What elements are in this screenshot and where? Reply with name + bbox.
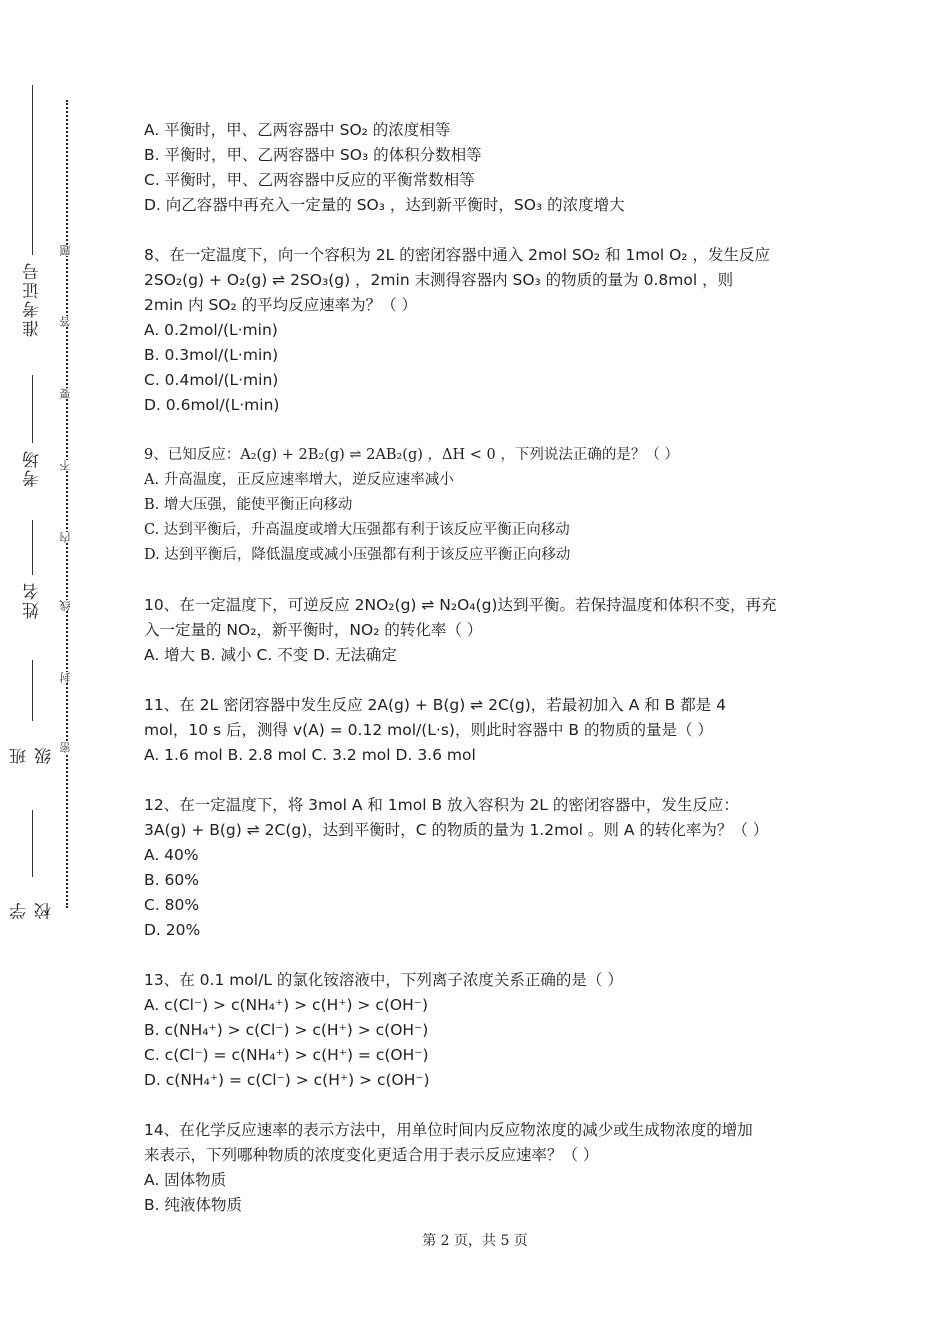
seal-char: 线 [59, 600, 75, 611]
seal-char: 密 [59, 742, 75, 753]
field-class-label: 班级 [10, 745, 55, 764]
field-exam-room-label: 考场 [22, 449, 43, 487]
block-gap [144, 1093, 824, 1118]
field-name [18, 520, 46, 630]
question-stem-line: 8、在一定温度下，向一个容积为 2L 的密闭容器中通入 2mol SO₂ 和 1mol O₂ ，发生反应 [144, 246, 770, 264]
question-line: 入一定量的 NO₂，新平衡时，NO₂ 的转化率（ ） [144, 621, 483, 639]
question-line: 来表示，下列哪种物质的浓度变化更适合用于表示反应速率？（ ） [144, 1146, 599, 1164]
seal-char: 要 [59, 388, 75, 399]
question-line: D. 20% [144, 921, 201, 939]
question-line: D. c(NH₄⁺) = c(Cl⁻) > c(H⁺) > c(OH⁻) [144, 1071, 430, 1089]
question-line: D. 向乙容器中再充入一定量的 SO₃ ，达到新平衡时，SO₃ 的浓度增大 [144, 196, 625, 214]
question-9 [144, 443, 824, 568]
question-line: D. 0.6mol/(L·min) [144, 396, 280, 414]
question-line: C. c(Cl⁻) = c(NH₄⁺) > c(H⁺) = c(OH⁻) [144, 1046, 429, 1064]
field-ticket-number [18, 85, 46, 350]
question-11 [144, 693, 824, 768]
seal-char: 题 [59, 245, 75, 256]
question-line: mol，10 s 后，测得 v(A) = 0.12 mol/(L·s)，则此时容器中 B 的物质的量是（ ） [144, 721, 713, 739]
question-line: B. c(NH₄⁺) > c(Cl⁻) > c(H⁺) > c(OH⁻) [144, 1021, 429, 1039]
question-line: C. 0.4mol/(L·min) [144, 371, 279, 389]
field-school-line [32, 810, 33, 877]
field-school-label: 学校 [10, 900, 55, 919]
block-gap [144, 943, 824, 968]
question-stem-line: 12、在一定温度下，将 3mol A 和 1mol B 放入容积为 2L 的密闭容器中，发生反应： [144, 796, 739, 814]
block-gap [144, 768, 824, 793]
question-line: A. c(Cl⁻) > c(NH₄⁺) > c(H⁺) > c(OH⁻) [144, 996, 429, 1014]
question-7-options [144, 118, 824, 218]
field-name-label: 姓名 [22, 581, 43, 619]
question-line: A. 增大 B. 减小 C. 不变 D. 无法确定 [144, 646, 397, 664]
question-8 [144, 243, 824, 418]
question-line: A. 1.6 mol B. 2.8 mol C. 3.2 mol D. 3.6 mol [144, 746, 476, 764]
question-content [144, 118, 824, 1218]
question-line: 2SO₂(g) + O₂(g) ⇌ 2SO₃(g) ，2min 末测得容器内 SO₃ 的物质的量为 0.8mol ，则 [144, 271, 734, 289]
question-line: A. 固体物质 [144, 1171, 227, 1189]
question-line: C. 80% [144, 896, 200, 914]
question-line: A. 平衡时，甲、乙两容器中 SO₂ 的浓度相等 [144, 121, 451, 139]
question-line: B. 增大压强，能使平衡正向移动 [144, 497, 353, 513]
field-class [10, 660, 55, 770]
question-stem-line: 10、在一定温度下，可逆反应 2NO₂(g) ⇌ N₂O₄(g)达到平衡。若保持温度和体积不变，再充 [144, 596, 777, 614]
field-exam-room [18, 375, 46, 495]
seal-dotted-line [66, 100, 68, 908]
field-exam-room-line [32, 375, 33, 443]
question-stem-line: 13、在 0.1 mol/L 的氯化铵溶液中，下列离子浓度关系正确的是（ ） [144, 971, 623, 989]
question-12 [144, 793, 824, 943]
question-line: A. 40% [144, 846, 199, 864]
field-class-line [32, 660, 33, 721]
field-ticket-number-label: 准考证号 [22, 261, 43, 337]
block-gap [144, 218, 824, 243]
question-line: B. 0.3mol/(L·min) [144, 346, 279, 364]
question-line: B. 纯液体物质 [144, 1196, 242, 1214]
seal-char: 内 [59, 532, 75, 543]
seal-char: 不 [59, 460, 75, 471]
field-ticket-number-line [32, 85, 33, 255]
question-line: B. 60% [144, 871, 199, 889]
question-14 [144, 1118, 824, 1218]
binding-margin [0, 0, 110, 1344]
question-stem-line: 11、在 2L 密闭容器中发生反应 2A(g) + B(g) ⇌ 2C(g)，若最初加入 A 和 B 都是 4 [144, 696, 727, 714]
field-name-line [32, 520, 33, 575]
seal-char: 答 [59, 316, 75, 327]
question-line: B. 平衡时，甲、乙两容器中 SO₃ 的体积分数相等 [144, 146, 482, 164]
question-line: 3A(g) + B(g) ⇌ 2C(g)，达到平衡时，C 的物质的量为 1.2mol 。则 A 的转化率为？（ ） [144, 821, 769, 839]
block-gap [144, 418, 824, 443]
question-stem-line: 9、已知反应：A₂(g) + 2B₂(g) ⇌ 2AB₂(g) ，ΔH < 0 ，下列说法正确的是？（ ） [144, 447, 679, 463]
question-13 [144, 968, 824, 1093]
question-line: A. 0.2mol/(L·min) [144, 321, 278, 339]
question-line: C. 达到平衡后，升高温度或增大压强都有利于该反应平衡正向移动 [144, 522, 570, 538]
seal-char: 封 [59, 672, 75, 683]
question-10 [144, 593, 824, 668]
block-gap [144, 568, 824, 593]
question-line: A. 升高温度，正反应速率增大，逆反应速率减小 [144, 472, 454, 488]
question-line: C. 平衡时，甲、乙两容器中反应的平衡常数相等 [144, 171, 475, 189]
block-gap [144, 668, 824, 693]
field-school [10, 810, 55, 925]
page-footer: 第 2 页，共 5 页 [422, 1233, 528, 1249]
question-line: D. 达到平衡后，降低温度或减小压强都有利于该反应平衡正向移动 [144, 547, 571, 563]
question-line: 2min 内 SO₂ 的平均反应速率为？（ ） [144, 296, 418, 314]
question-stem-line: 14、在化学反应速率的表示方法中，用单位时间内反应物浓度的减少或生成物浓度的增加 [144, 1121, 753, 1139]
